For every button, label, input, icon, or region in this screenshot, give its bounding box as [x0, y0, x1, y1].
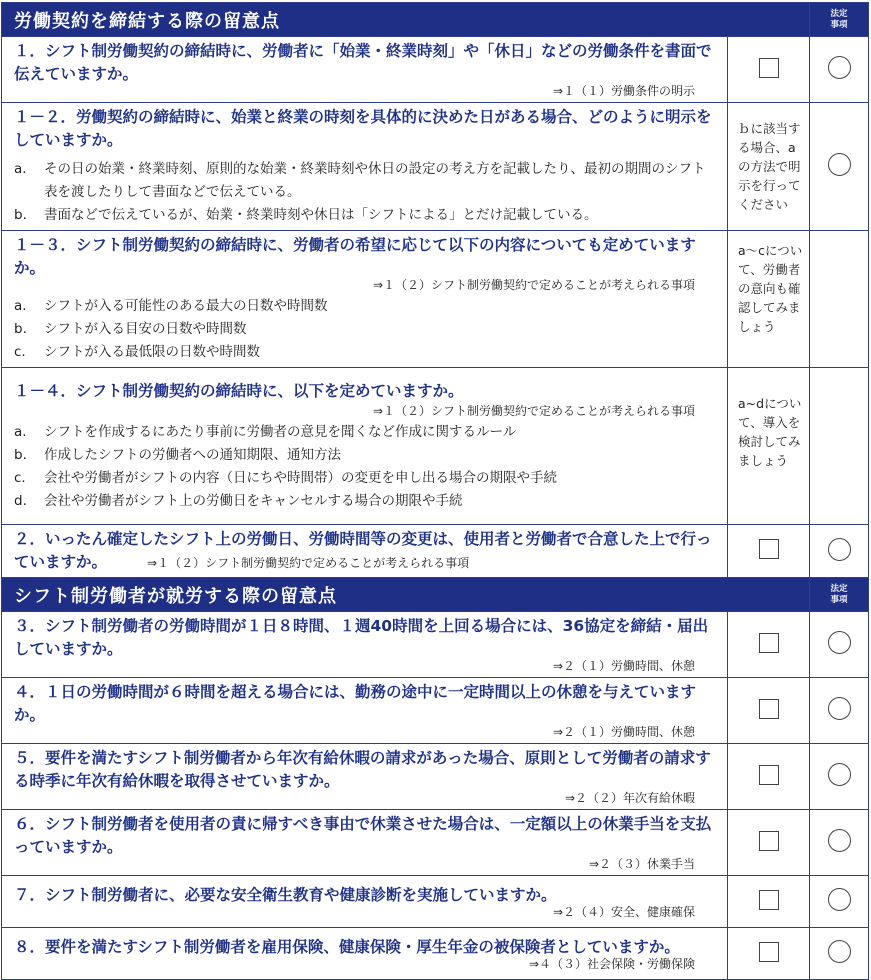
- reference-link: ⇒２（３）休業手当: [588, 857, 695, 871]
- question-text: ７．シフト制労働者に、必要な安全衛生教育や健康診断を実施していますか。: [14, 885, 557, 904]
- reference-link: ⇒２（２）年次有給休暇: [564, 791, 695, 805]
- question-text: ５．要件を満たすシフト制労働者から年次有給休暇の請求があった場合、原則として労働者の請求する時季に年次有給休暇を取得させていますか。: [14, 749, 711, 790]
- sub-option: a. その日の始業・終業時刻、原則的な始業・終業時刻や休日の設定の考え方を記載したり、最初の期間のシフト表を渡したりして書面などで伝えている。: [14, 161, 706, 200]
- legal-label-line2: 事項: [830, 594, 848, 605]
- legal-matter-circle-icon: [828, 829, 851, 852]
- reference-link: ⇒１（２）シフト制労働契約で定めることが考えられる事項: [147, 556, 470, 570]
- legal-label-line2: 事項: [830, 19, 848, 30]
- checkbox[interactable]: [759, 58, 779, 78]
- question-text: ３．シフト制労働者の労働時間が１日８時間、１週40時間を上回る場合には、36協定を締結・届出していますか。: [14, 617, 709, 658]
- sub-options: [14, 295, 717, 364]
- checkbox[interactable]: [759, 765, 779, 785]
- legal-matter-circle-icon: [828, 631, 851, 654]
- reference-link: ⇒２（１）労働時間、休憩: [552, 725, 695, 739]
- legal-label-line1: 法定: [830, 583, 848, 594]
- checkbox[interactable]: [759, 831, 779, 851]
- checkbox[interactable]: [759, 699, 779, 719]
- question-row-6: [2, 810, 869, 876]
- question-text: １－２．労働契約の締結時に、始業と終業の時刻を具体的に決めた日がある場合、どのように明示をしていますか。: [14, 108, 712, 149]
- checklist-sheet: [1, 2, 868, 971]
- reference-link: ⇒２（１）労働時間、休憩: [552, 659, 695, 673]
- question-text: １－３．シフト制労働契約の締結時に、労働者の希望に応じて以下の内容についても定めていますか。: [14, 236, 696, 277]
- question-row-2: [2, 525, 869, 578]
- checkbox[interactable]: [759, 890, 779, 910]
- question-text: ８．要件を満たすシフト制労働者を雇用保険、健康保険・厚生年金の被保険者としていますか。: [14, 937, 680, 956]
- sub-option: b. 作成したシフトの労働者への通知期限、通知方法: [14, 446, 341, 463]
- legal-matter-circle-icon: [828, 153, 851, 176]
- sub-option: a. シフトが入る可能性のある最大の日数や時間数: [14, 298, 328, 314]
- section-title: シフト制労働者が就労する際の留意点: [2, 578, 810, 612]
- legal-matter-header: [810, 578, 869, 612]
- question-row-1: [2, 37, 869, 103]
- legal-matter-circle-icon: [828, 697, 851, 720]
- reference-link: ⇒４（３）社会保険・労働保険: [528, 956, 695, 971]
- legal-matter-circle-icon: [828, 763, 851, 786]
- reference-link: ⇒２（４）安全、健康確保: [552, 904, 695, 919]
- legal-matter-circle-icon: [828, 538, 851, 561]
- advice-note: a～cについて、労働者の意向も確認してみましょう: [728, 231, 810, 368]
- checklist-table: [1, 2, 869, 980]
- question-text: ６．シフト制労働者を使用者の責に帰すべき事由で休業させた場合は、一定額以上の休業手当を支払っていますか。: [14, 815, 712, 856]
- legal-matter-header: [810, 3, 869, 37]
- question-text: １－４．シフト制労働契約の締結時に、以下を定めていますか。: [14, 381, 464, 400]
- question-row-8: [2, 928, 869, 980]
- reference-link: ⇒１（２）シフト制労働契約で定めることが考えられる事項: [372, 278, 695, 292]
- question-text: １．シフト制労働契約の締結時に、労働者に「始業・終業時刻」や「休日」などの労働条件を書面で伝えていますか。: [14, 42, 712, 83]
- legal-matter-empty: [810, 231, 869, 368]
- question-row-5: [2, 744, 869, 810]
- checkbox[interactable]: [759, 942, 779, 962]
- question-text: ２．いったん確定したシフト上の労働日、労働時間等の変更は、使用者と労働者で合意した上で行っていますか。 ⇒１（２）シフト制労働契約で定めることが考えられる事項: [14, 530, 712, 571]
- legal-matter-empty: [810, 368, 869, 525]
- section-header-contract: [2, 3, 869, 37]
- question-row-4: [2, 678, 869, 744]
- question-text: ４．１日の労働時間が６時間を超える場合には、勤務の途中に一定時間以上の休憩を与えていますか。: [14, 683, 697, 724]
- sub-option: d. 会社や労働者がシフト上の労働日をキャンセルする場合の期限や手続: [14, 492, 463, 509]
- question-row-1-2: [2, 103, 869, 231]
- advice-note: ｂに該当する場合、aの方法で明示を行ってください: [728, 103, 810, 231]
- section-header-work: [2, 578, 869, 612]
- reference-link: ⇒１（１）労働条件の明示: [552, 84, 695, 98]
- question-row-1-4: [2, 368, 869, 525]
- legal-matter-circle-icon: [828, 940, 851, 963]
- legal-label-line1: 法定: [830, 8, 848, 19]
- sub-option: c. シフトが入る最低限の日数や時間数: [14, 344, 260, 360]
- question-row-1-3: [2, 231, 869, 368]
- sub-option: a. シフトを作成するにあたり事前に労働者の意見を聞くなど作成に関するルール: [14, 423, 517, 440]
- advice-note: a~dについて、導入を検討してみましょう: [728, 368, 810, 525]
- sub-options: [14, 158, 717, 227]
- sub-option: c. 会社や労働者がシフトの内容（日にちや時間帯）の変更を申し出る場合の期限や手続: [14, 469, 557, 486]
- legal-matter-circle-icon: [828, 888, 851, 911]
- checkbox[interactable]: [759, 633, 779, 653]
- sub-option: b. シフトが入る目安の日数や時間数: [14, 321, 247, 337]
- section-title: 労働契約を締結する際の留意点: [2, 3, 810, 37]
- checkbox[interactable]: [759, 539, 779, 559]
- question-row-3: [2, 612, 869, 678]
- reference-link: ⇒１（２）シフト制労働契約で定めることが考えられる事項: [372, 403, 695, 418]
- legal-matter-circle-icon: [828, 56, 851, 79]
- sub-option: b. 書面などで伝えているが、始業・終業時刻や休日は「シフトによる」とだけ記載している。: [14, 207, 598, 223]
- sub-options: [14, 421, 717, 513]
